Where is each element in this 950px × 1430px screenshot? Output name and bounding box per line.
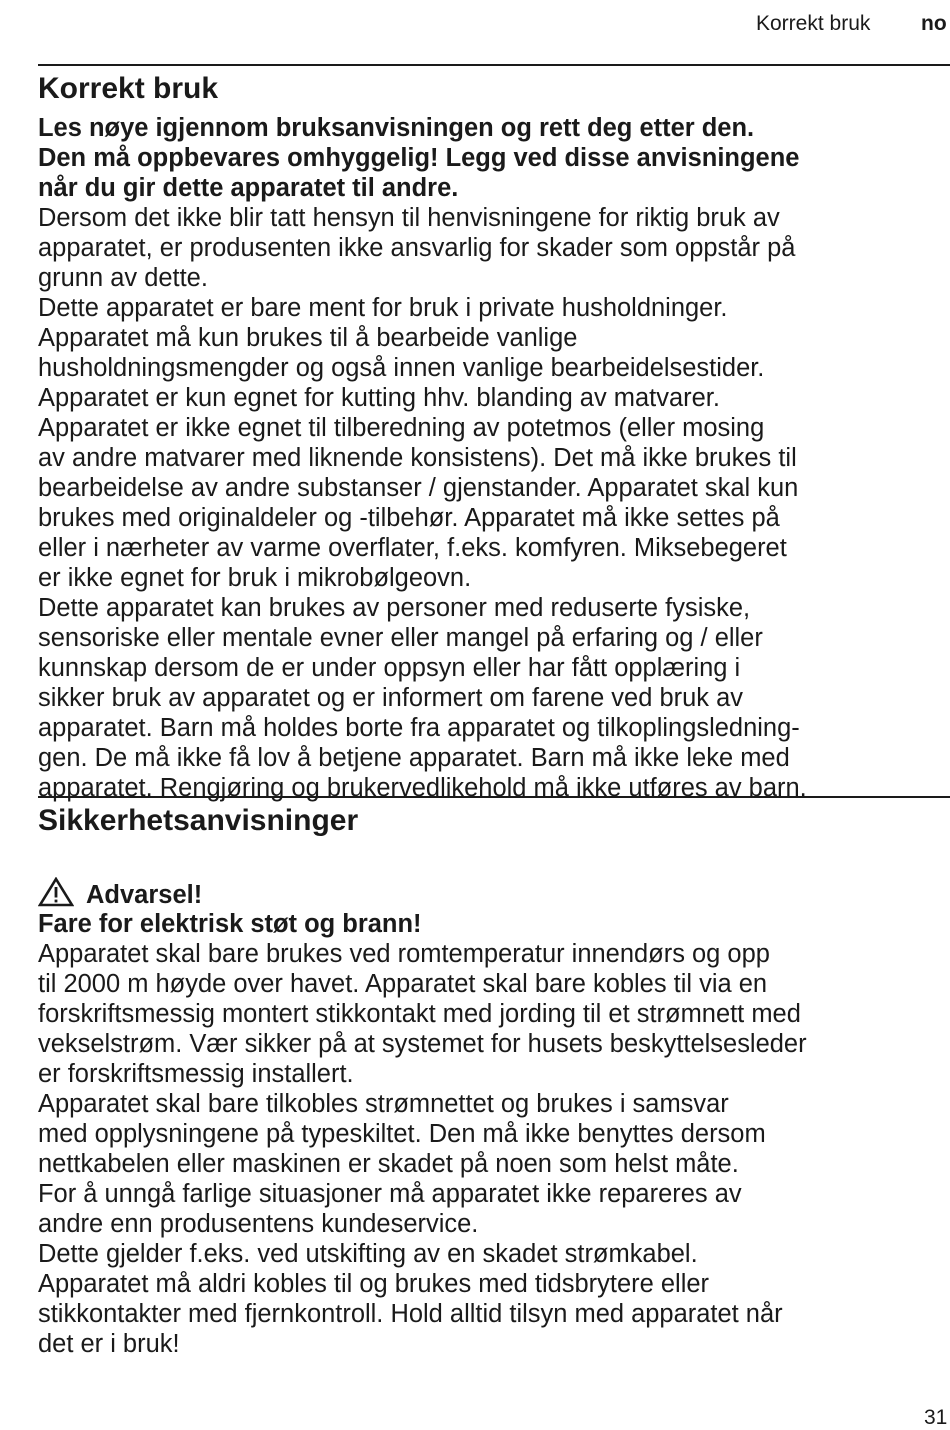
text-line: gen. De må ikke få lov å betjene apparatet. Barn må ikke leke med xyxy=(38,744,790,772)
text-line: bearbeidelse av andre substanser / gjenstander. Apparatet skal kun xyxy=(38,474,799,502)
section-divider-top xyxy=(38,64,950,66)
text-line: apparatet, er produsenten ikke ansvarlig for skader som oppstår på xyxy=(38,234,796,262)
text-line: grunn av dette. xyxy=(38,264,208,292)
text-line: Apparatet skal bare tilkobles strømnettet og brukes i samsvar xyxy=(38,1090,729,1118)
text-line: Apparatet må aldri kobles til og brukes med tidsbrytere eller xyxy=(38,1270,709,1298)
warning-heading xyxy=(38,877,202,909)
text-line: Dersom det ikke blir tatt hensyn til henvisningene for riktig bruk av xyxy=(38,204,780,232)
text-line: Dette gjelder f.eks. ved utskifting av en skadet strømkabel. xyxy=(38,1240,698,1268)
text-line: Den må oppbevares omhyggelig! Legg ved disse anvisningene xyxy=(38,144,800,172)
running-header-section: Korrekt bruk xyxy=(756,12,871,35)
text-line: For å unngå farlige situasjoner må apparatet ikke repareres av xyxy=(38,1180,742,1208)
text-line: når du gir dette apparatet til andre. xyxy=(38,174,459,202)
text-line: eller i nærheter av varme overflater, f.eks. komfyren. Miksebegeret xyxy=(38,534,787,562)
text-line: apparatet. Rengjøring og brukervedlikehold må ikke utføres av barn. xyxy=(38,774,807,802)
text-line: til 2000 m høyde over havet. Apparatet skal bare kobles til via en xyxy=(38,970,768,998)
text-line: Apparatet må kun brukes til å bearbeide vanlige xyxy=(38,324,578,352)
safety-body xyxy=(38,939,950,1359)
text-line: forskriftsmessig montert stikkontakt med jording til et strømnett med xyxy=(38,1000,801,1028)
warning-label: Advarsel! xyxy=(86,881,203,909)
page-number: 31 xyxy=(924,1406,948,1429)
language-code: no xyxy=(921,12,947,35)
text-line: vekselstrøm. Vær sikker på at systemet for husets beskyttelsesleder xyxy=(38,1030,807,1058)
text-line: med opplysningene på typeskiltet. Den må ikke benyttes dersom xyxy=(38,1120,766,1148)
text-line: Fare for elektrisk støt og brann! xyxy=(38,910,422,938)
text-line: nettkabelen eller maskinen er skadet på noen som helst måte. xyxy=(38,1150,739,1178)
text-line: Dette apparatet kan brukes av personer med reduserte fysiske, xyxy=(38,594,751,622)
text-line: Apparatet er ikke egnet til tilberedning av potetmos (eller mosing xyxy=(38,414,765,442)
text-line: sikker bruk av apparatet og er informert om farene ved bruk av xyxy=(38,684,743,712)
text-line: kunnskap dersom de er under oppsyn eller har fått opplæring i xyxy=(38,654,741,682)
text-line: Dette apparatet er bare ment for bruk i private husholdninger. xyxy=(38,294,728,322)
intro-bold-paragraph xyxy=(38,113,950,203)
text-line: Les nøye igjennom bruksanvisningen og rett deg etter den. xyxy=(38,114,755,142)
text-line: det er i bruk! xyxy=(38,1330,180,1358)
text-line: sensoriske eller mentale evner eller mangel på erfaring og / eller xyxy=(38,624,763,652)
text-line: er forskriftsmessig installert. xyxy=(38,1060,354,1088)
warning-triangle-icon xyxy=(38,877,74,907)
text-line: av andre matvarer med liknende konsistens). Det må ikke brukes til xyxy=(38,444,797,472)
correct-use-body xyxy=(38,203,950,803)
text-line: Apparatet skal bare brukes ved romtemperatur innendørs og opp xyxy=(38,940,770,968)
section-divider xyxy=(38,796,950,798)
text-line: Apparatet er kun egnet for kutting hhv. blanding av matvarer. xyxy=(38,384,720,412)
text-line: stikkontakter med fjernkontroll. Hold alltid tilsyn med apparatet når xyxy=(38,1300,783,1328)
section-title-safety: Sikkerhetsanvisninger xyxy=(38,804,359,837)
text-line: brukes med originaldeler og -tilbehør. Apparatet må ikke settes på xyxy=(38,504,780,532)
text-line: er ikke egnet for bruk i mikrobølgeovn. xyxy=(38,564,472,592)
warning-subtitle xyxy=(38,909,950,939)
text-line: andre enn produsentens kundeservice. xyxy=(38,1210,479,1238)
section-title-korrekt-bruk: Korrekt bruk xyxy=(38,72,219,105)
text-line: husholdningsmengder og også innen vanlige bearbeidelsestider. xyxy=(38,354,765,382)
text-line: apparatet. Barn må holdes borte fra apparatet og tilkoplingsledning- xyxy=(38,714,800,742)
